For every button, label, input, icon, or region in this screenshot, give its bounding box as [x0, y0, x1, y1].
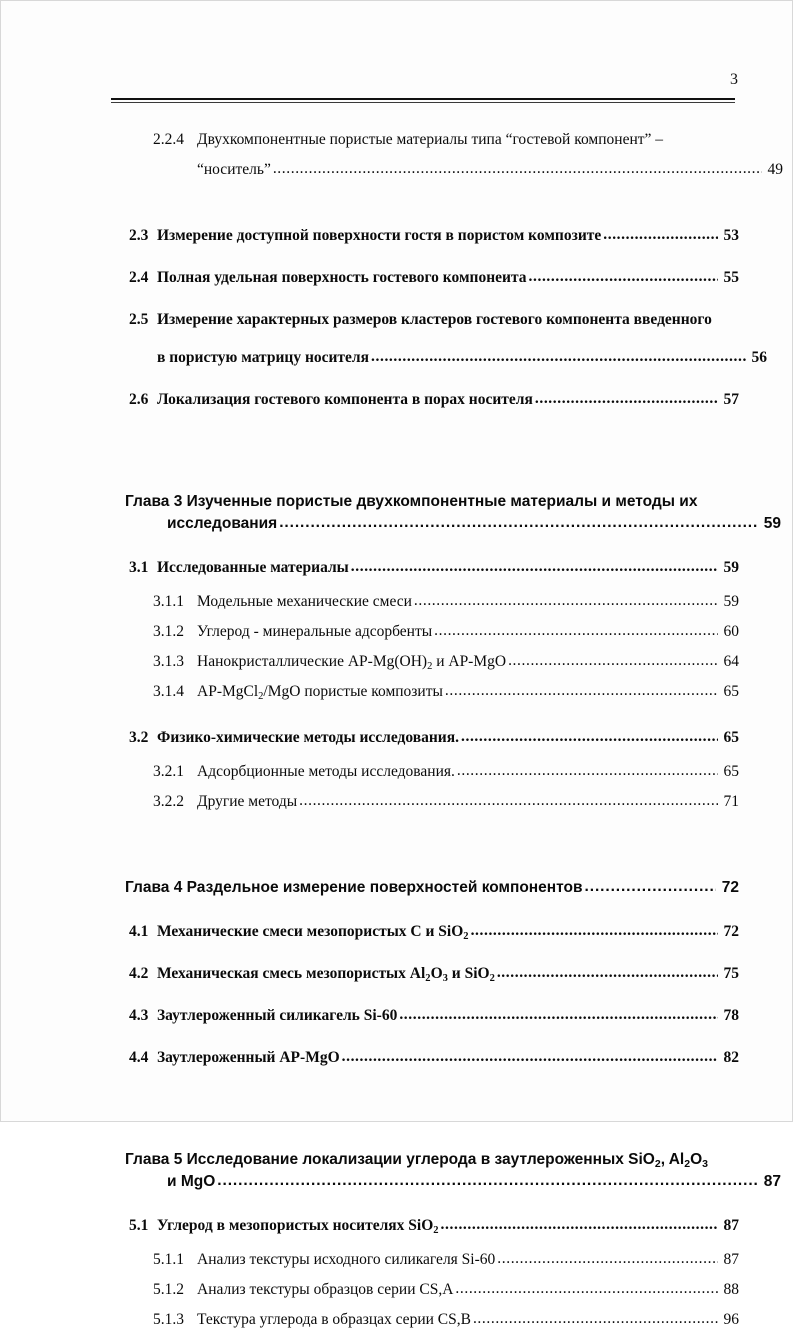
toc-page: 82	[723, 1049, 739, 1066]
toc-page: 64	[723, 653, 739, 670]
toc-entry-3-1-4[interactable]	[153, 677, 739, 707]
page-number: 3	[730, 71, 738, 88]
toc-number: 5.1	[129, 1217, 149, 1234]
toc-title: Глава 4 Раздельное измерение поверхностей компонентов	[125, 879, 583, 896]
toc-page: 49	[767, 161, 783, 178]
toc-entry-3-2-1[interactable]	[153, 757, 739, 787]
toc-entry-2-5[interactable]	[129, 309, 767, 369]
page-content	[111, 71, 783, 1335]
toc-entry-3-2[interactable]	[129, 727, 739, 749]
toc-title: Анализ текстуры образцов серии CS,A	[197, 1281, 454, 1298]
toc-title: Углерод - минеральные адсорбенты	[197, 623, 433, 640]
dot-leader	[273, 154, 762, 184]
toc-title: Глава 5 Исследование локализации углерода в заутлероженных SiO$_2$, $Al_2O_3$	[125, 1151, 709, 1170]
toc-page: 72	[721, 879, 739, 896]
toc-entry-4-2[interactable]	[129, 963, 739, 985]
toc-title: Другие методы	[197, 793, 298, 810]
toc-entry-3-1[interactable]	[129, 557, 739, 579]
toc-title: Физико-химические методы исследования.	[157, 729, 459, 746]
toc-entry-chapter-5[interactable]	[125, 1149, 781, 1193]
toc-page: 71	[723, 793, 739, 810]
dot-leader	[455, 1274, 718, 1304]
toc-title: Заутлероженный AP-MgO	[157, 1049, 340, 1066]
dot-leader	[371, 346, 746, 368]
toc-title: Механические смеси мезопористых C и SiO$_2$	[157, 923, 469, 942]
toc-entry-5-1[interactable]	[129, 1215, 739, 1237]
toc-page: 88	[723, 1281, 739, 1298]
toc-page: 57	[723, 391, 739, 408]
table-of-contents	[111, 125, 783, 1335]
toc-title: Модельные механические смеси	[197, 593, 412, 610]
toc-entry-3-1-3[interactable]	[153, 647, 739, 677]
toc-page: 59	[763, 515, 781, 532]
toc-page: 87	[763, 1173, 781, 1190]
dot-leader	[508, 646, 718, 676]
toc-number: 3.1	[129, 559, 149, 576]
toc-number: 3.2.1	[153, 763, 184, 780]
toc-title-cont: и MgO	[167, 1173, 216, 1190]
toc-number: 3.1.2	[153, 623, 184, 640]
toc-number: 4.1	[129, 923, 149, 940]
toc-page: 56	[751, 349, 767, 366]
dot-leader	[217, 1170, 758, 1192]
toc-number: 3.2.2	[153, 793, 184, 810]
toc-number: 2.3	[129, 227, 149, 244]
toc-page: 87	[723, 1217, 739, 1234]
toc-entry-4-1[interactable]	[129, 921, 739, 943]
toc-title: Текстура углерода в образцах серии CS,B	[197, 1311, 471, 1328]
dot-leader	[279, 512, 758, 534]
dot-leader	[457, 756, 718, 786]
dot-leader	[414, 586, 718, 616]
toc-entry-4-3[interactable]	[129, 1005, 739, 1027]
toc-title-cont: “носитель”	[197, 161, 271, 178]
toc-number: 2.6	[129, 391, 149, 408]
toc-number: 3.1.4	[153, 683, 184, 700]
toc-entry-3-1-2[interactable]	[153, 617, 739, 647]
toc-title: Углерод в мезопористых носителях SiO$_2$	[157, 1217, 439, 1236]
toc-entry-5-1-1[interactable]	[153, 1245, 739, 1275]
dot-leader	[461, 726, 718, 748]
toc-title: AP-MgCl$_2$/MgO пористые композиты	[197, 683, 443, 702]
dot-leader	[473, 1304, 718, 1334]
dot-leader	[434, 616, 718, 646]
toc-page: 55	[723, 269, 739, 286]
toc-number: 3.2	[129, 729, 149, 746]
toc-title: Заутлероженный силикагель Si-60	[157, 1007, 398, 1024]
toc-number: 5.1.1	[153, 1251, 184, 1268]
toc-page: 65	[723, 683, 739, 700]
dot-leader	[441, 1214, 718, 1236]
dot-leader	[497, 962, 718, 984]
toc-page: 72	[723, 923, 739, 940]
toc-number: 5.1.2	[153, 1281, 184, 1298]
toc-entry-chapter-3[interactable]	[125, 491, 781, 535]
toc-title: Анализ текстуры исходного силикагеля Si-60	[197, 1251, 496, 1268]
toc-title-cont: исследования	[167, 515, 278, 532]
toc-page: 65	[723, 763, 739, 780]
dot-leader	[471, 920, 718, 942]
toc-page: 59	[723, 593, 739, 610]
toc-entry-3-2-2[interactable]	[153, 787, 739, 817]
toc-page: 96	[723, 1311, 739, 1328]
toc-entry-2-4[interactable]	[129, 267, 739, 289]
toc-entry-4-4[interactable]	[129, 1047, 739, 1069]
dot-leader	[497, 1244, 718, 1274]
dot-leader	[529, 266, 718, 288]
toc-title: Глава 3 Изученные пористые двухкомпонентные материалы и методы их	[125, 493, 698, 510]
toc-entry-2-6[interactable]	[129, 389, 739, 411]
toc-title: Адсорбционные методы исследования.	[197, 763, 455, 780]
toc-title: Полная удельная поверхность гостевого компонеита	[157, 269, 527, 286]
toc-page: 75	[723, 965, 739, 982]
dot-leader	[535, 388, 718, 410]
toc-number: 2.5	[129, 311, 149, 328]
dot-leader	[342, 1046, 718, 1068]
toc-title: Нанокристаллические $AP-Mg(OH)_2$ и AP-MgO	[197, 653, 507, 672]
header-rule	[111, 98, 735, 103]
toc-number: 4.4	[129, 1049, 149, 1066]
dot-leader	[351, 556, 718, 578]
toc-page: 65	[723, 729, 739, 746]
toc-entry-2-2-4[interactable]	[153, 125, 783, 185]
toc-page: 87	[723, 1251, 739, 1268]
toc-number: 3.1.1	[153, 593, 184, 610]
dot-leader	[445, 676, 718, 706]
toc-number: 2.2.4	[153, 131, 184, 148]
toc-entry-3-1-1[interactable]	[153, 587, 739, 617]
toc-title: Исследованные материалы	[157, 559, 349, 576]
running-head	[111, 71, 739, 95]
toc-title: Локализация гостевого компонента в порах носителя	[157, 391, 533, 408]
toc-number: 2.4	[129, 269, 149, 286]
toc-title: Измерение характерных размеров кластеров гостевого компонента введенного	[157, 311, 712, 328]
toc-title: Механическая смесь мезопористых $Al_2O_3$ и SiO$_2$	[157, 965, 495, 984]
toc-entry-5-1-2[interactable]	[153, 1275, 739, 1305]
toc-number: 4.3	[129, 1007, 149, 1024]
toc-title-cont: в пористую матрицу носителя	[157, 349, 370, 366]
dot-leader	[585, 876, 716, 898]
toc-page: 59	[723, 559, 739, 576]
toc-entry-2-3[interactable]	[129, 225, 739, 247]
toc-number: 3.1.3	[153, 653, 184, 670]
toc-title: Измерение доступной поверхности гостя в пористом композите	[157, 227, 602, 244]
toc-page: 60	[723, 623, 739, 640]
toc-entry-chapter-4[interactable]	[125, 877, 739, 899]
toc-number: 4.2	[129, 965, 149, 982]
toc-page: 78	[723, 1007, 739, 1024]
toc-number: 5.1.3	[153, 1311, 184, 1328]
dot-leader	[399, 1004, 718, 1026]
toc-entry-5-1-3[interactable]	[153, 1305, 739, 1335]
dot-leader	[299, 786, 718, 816]
toc-title: Двухкомпонентные пористые материалы типа “гостевой компонент” –	[197, 131, 664, 148]
dot-leader	[603, 224, 718, 246]
toc-page: 53	[723, 227, 739, 244]
